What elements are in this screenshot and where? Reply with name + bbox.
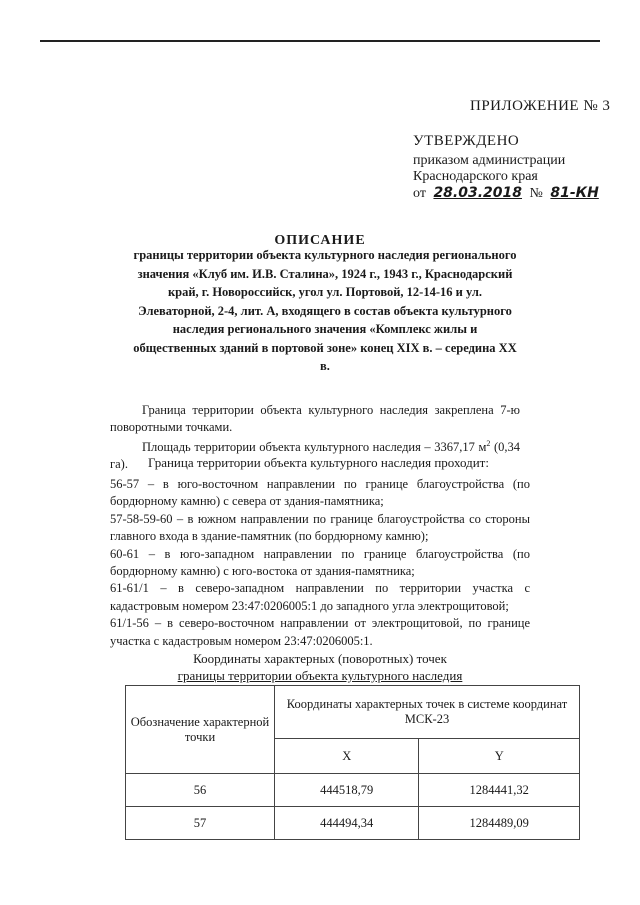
coordinates-table	[125, 685, 580, 840]
boundary-segments-list	[110, 476, 530, 650]
table-header-row	[126, 686, 580, 739]
header-point-cell: Обозначение характерной точки	[126, 686, 275, 774]
order-number-handwritten: 81-КН	[550, 185, 599, 201]
area-unit-superscript: 2	[486, 439, 491, 448]
area-text: Площадь территории объекта культурного наследия – 3367,17 м	[142, 440, 487, 455]
x-cell: 444518,79	[275, 774, 419, 807]
area-tail: (0,34 га).	[110, 440, 520, 472]
segment-item: 56-57 – в юго-восточном направлении по границе благоустройства (по бордюрному камню) с севера от здания-памятника;	[110, 477, 530, 509]
table-caption	[150, 650, 490, 684]
x-cell: 444494,34	[275, 807, 419, 840]
point-cell: 57	[126, 807, 275, 840]
boundary-passes-heading: Граница территории объекта культурного наследия проходит:	[148, 455, 489, 470]
header-x-cell: X	[275, 739, 419, 774]
document-title: ОПИСАНИЕ	[274, 233, 366, 248]
segment-item: 61/1-56 – в северо-восточном направлении от электрощитовой, по границе участка с кадастровым номером 23:47:0206005:1.	[110, 616, 530, 648]
order-date-handwritten: 28.03.2018	[433, 185, 523, 201]
number-prefix: №	[529, 186, 543, 201]
segment-item: 57-58-59-60 – в южном направлении по границе благоустройства со стороны главного входа в здание-памятник (по бордюрному камню);	[110, 511, 530, 544]
y-cell: 1284489,09	[419, 807, 580, 840]
scan-top-edge-line	[40, 40, 600, 42]
document-subtitle: границы территории объекта культурного наследия регионального значения «Клуб им. И.В. Сталина», 1924 г., 1943 г., Краснодарский край, г. Новороссийск, угол ул. Портовой, 12-14-16 и ул. Элеваторной, 2-4, лит. А, входящего в состав объекта культурного наследия регионального значения «Комплекс жилы и общественных зданий в портовой зоне» конец XIX в. – середина XX в.	[133, 248, 517, 373]
date-prefix: от	[413, 186, 426, 201]
table-caption-line-2: границы территории объекта культурного наследия	[177, 668, 463, 683]
order-date-number	[413, 185, 603, 202]
y-cell: 1284441,32	[419, 774, 580, 807]
table-row	[126, 774, 580, 807]
segment-item: 60-61 – в юго-западном направлении по границе благоустройства (по бордюрному камню) с юго-востока от здания-памятника;	[110, 546, 530, 579]
order-line-2: Краснодарского края	[413, 169, 538, 184]
header-y-cell: Y	[419, 739, 580, 774]
boundary-points-paragraph: Граница территории объекта культурного наследия закреплена 7-ю поворотными точками.	[110, 403, 520, 434]
table-row	[126, 807, 580, 840]
header-coords-cell: Координаты характерных точек в системе координат МСК-23	[275, 686, 580, 739]
table-caption-line-1: Координаты характерных (поворотных) точек	[193, 651, 447, 666]
appendix-label: ПРИЛОЖЕНИЕ № 3	[470, 98, 611, 114]
approval-block	[413, 133, 603, 202]
order-line-1: приказом администрации	[413, 153, 566, 168]
segment-item: 61-61/1 – в северо-западном направлении по территории участка с кадастровым номером 23:47:0206005:1 до западного угла электрощитовой;	[110, 581, 530, 613]
point-cell: 56	[126, 774, 275, 807]
approved-label: УТВЕРЖДЕНО	[413, 133, 520, 149]
